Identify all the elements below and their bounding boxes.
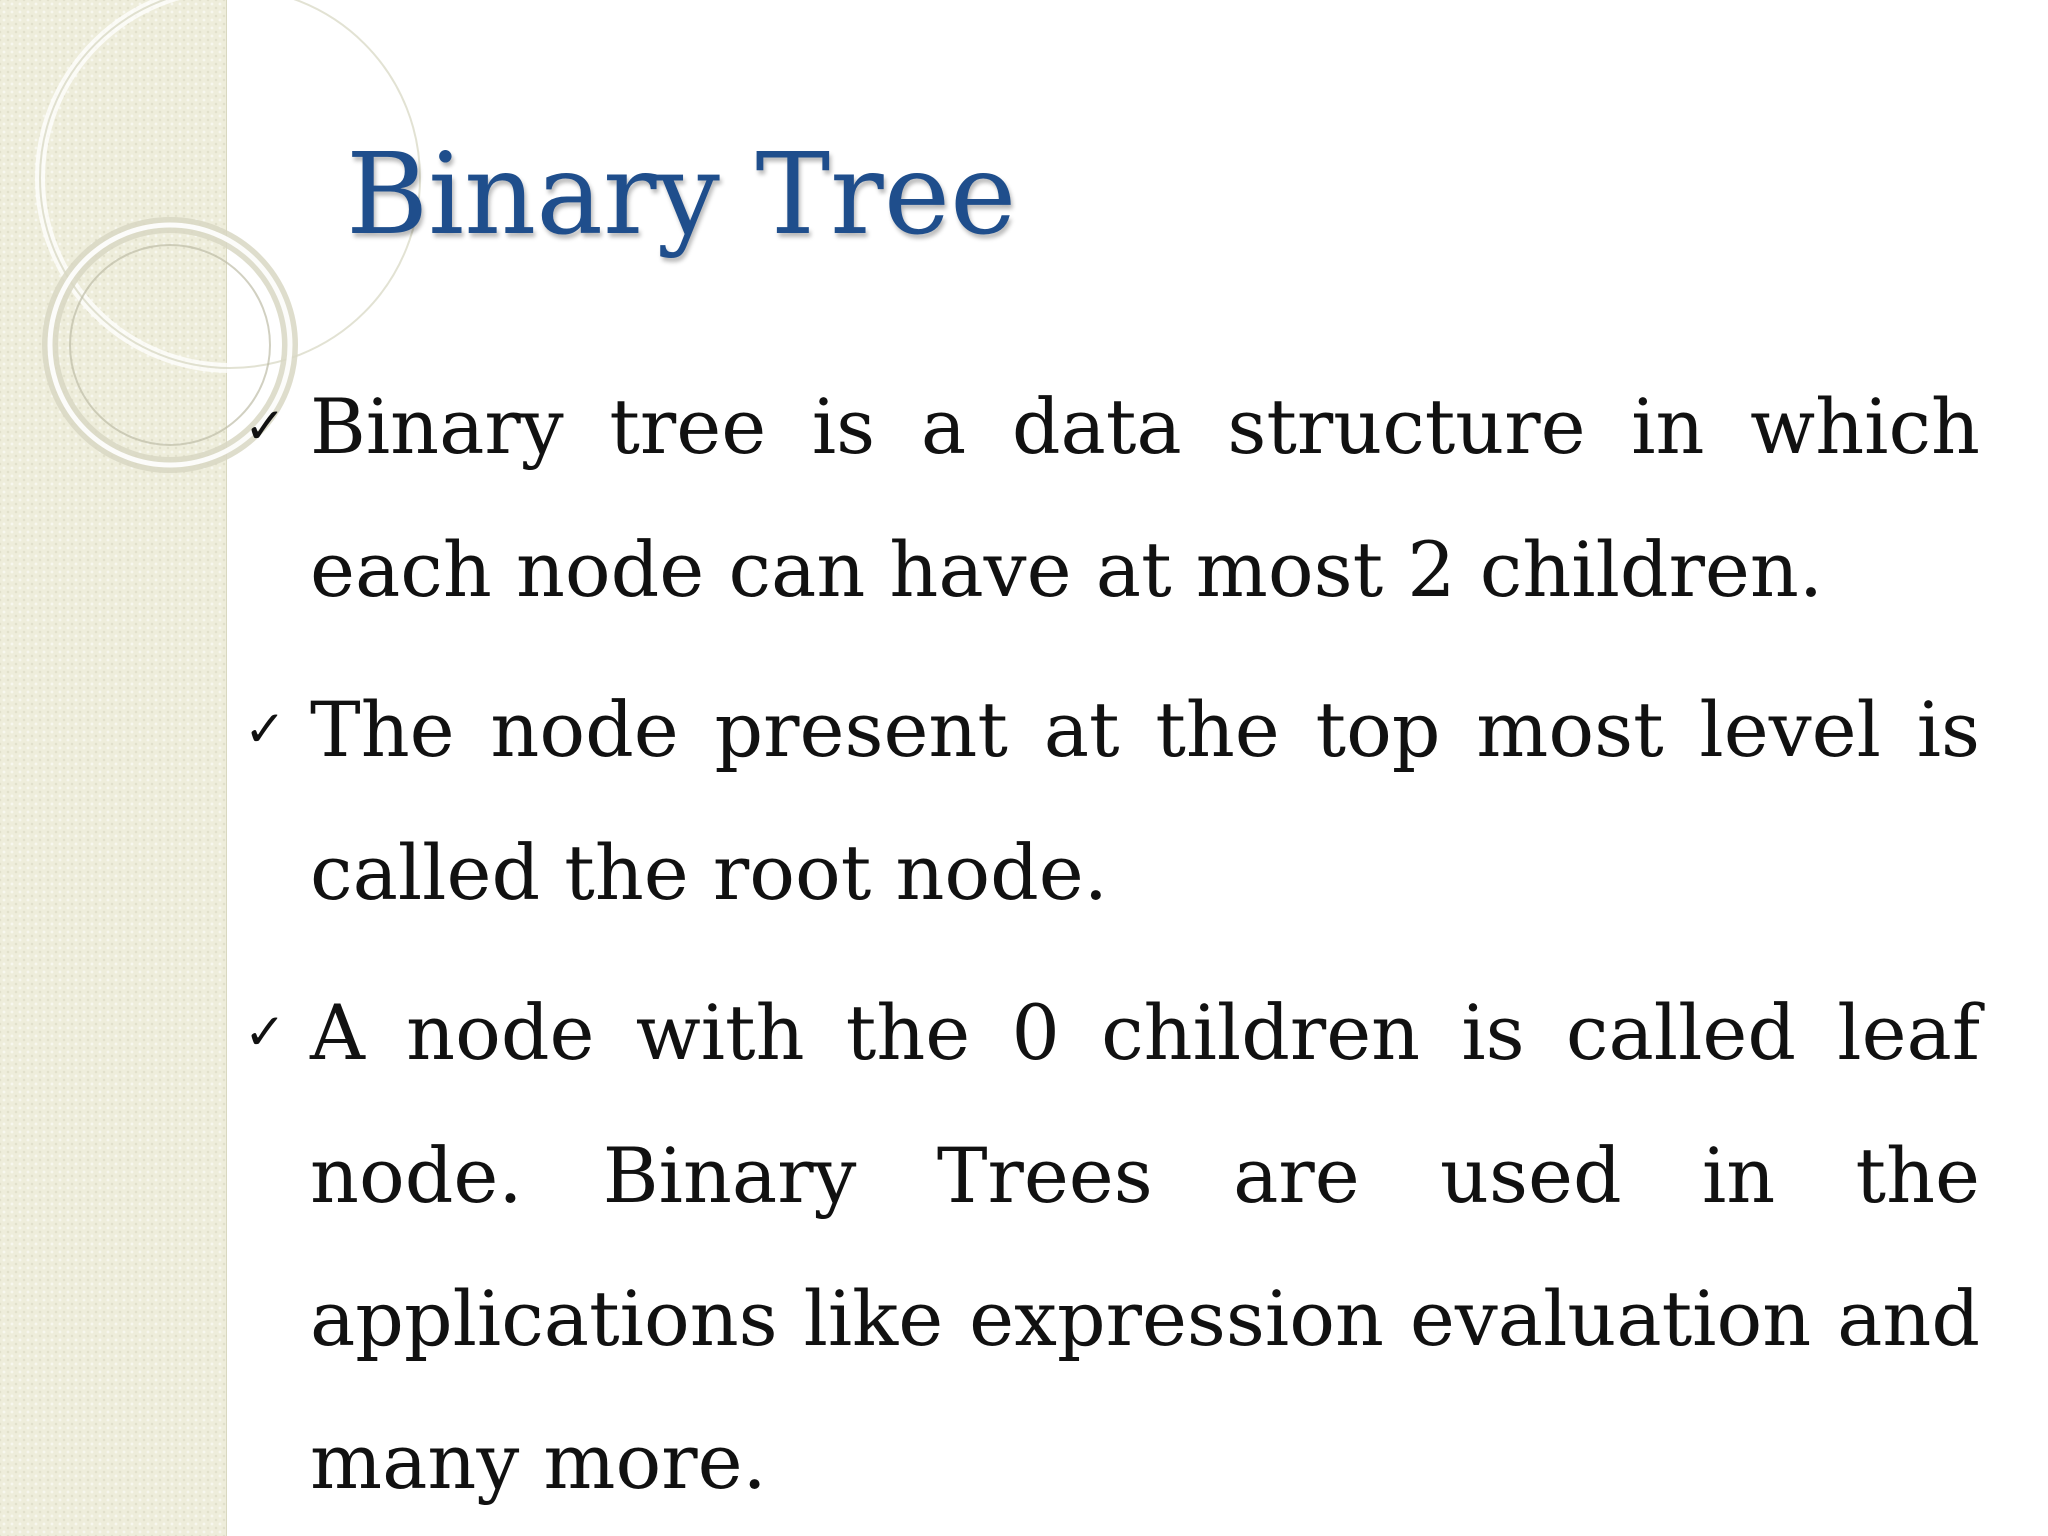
bullet-item (244, 658, 1980, 944)
bullet-item (244, 355, 1980, 641)
bullet-text: The node present at the top most level is called the root node. (310, 685, 1980, 917)
decorative-rings (0, 0, 260, 520)
bullet-item (244, 961, 1980, 1533)
checkmark-icon: ✓ (244, 700, 286, 758)
checkmark-icon: ✓ (244, 1003, 286, 1061)
bullet-text: A node with the 0 children is called leaf node. Binary Trees are used in the applications like expression evaluation and many more. (310, 988, 1980, 1506)
bullet-list (244, 355, 1980, 1533)
slide-title: Binary Tree (346, 130, 1017, 260)
checkmark-icon: ✓ (244, 397, 286, 455)
bullet-text: Binary tree is a data structure in which each node can have at most 2 children. (310, 382, 1980, 614)
